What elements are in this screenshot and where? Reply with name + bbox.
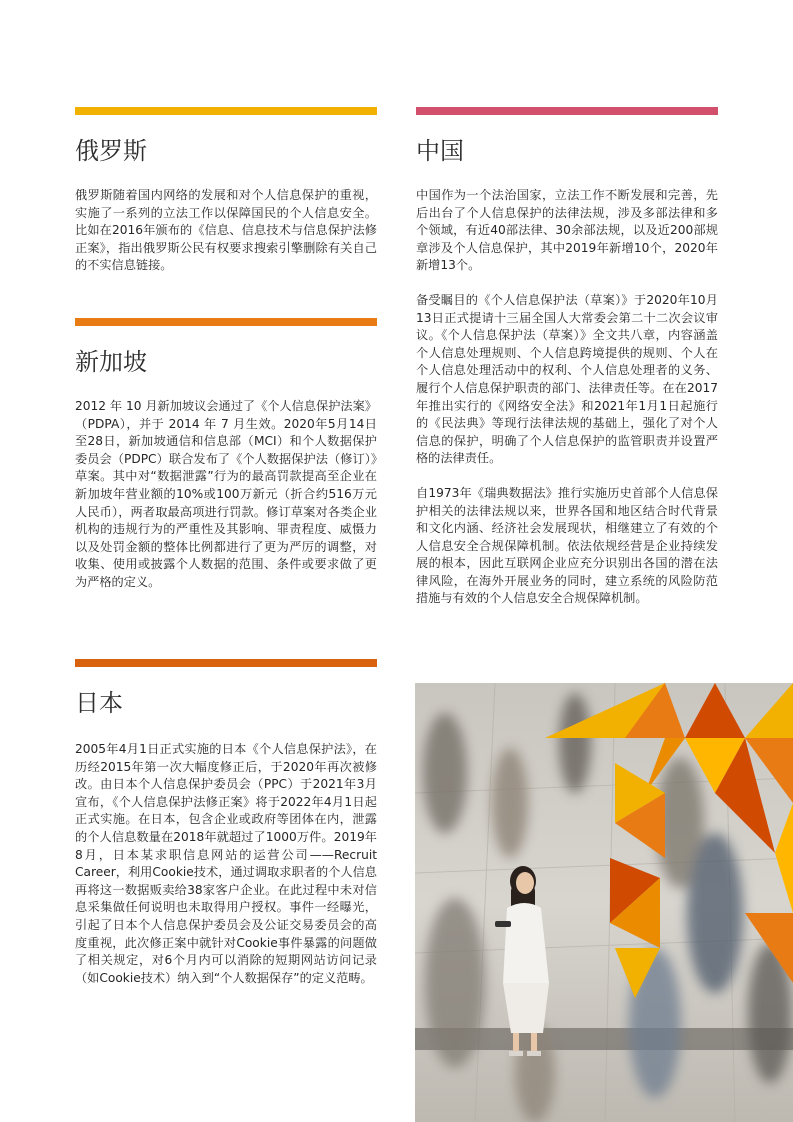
china-section <box>416 107 718 608</box>
russia-section <box>75 107 377 275</box>
china-paragraph-3: 自1973年《瑞典数据法》推行实施历史首部个人信息保护相关的法律法规以来，世界各国和地区结合时代背景和文化内涵、经济社会发展现状，相继建立了有效的个人信息安全合规保障机制。依法依规经营是企业持续发展的根本，因此互联网企业应充分识别出各国的潜在法律风险，在海外开展业务的同时，建立系统的风险防范措施与有效的个人信息安全合规保障机制。 <box>416 485 718 606</box>
singapore-body: 2012 年 10 月新加坡议会通过了《个人信息保护法案》（PDPA），并于 2014 年 7 月生效。2020年5月14日至28日，新加坡通信和信息部（MCI）和个人数据保护委员会（PDPC）联合发布了《个人数据保护法（修订）》草案。其中对“数据泄露”行为的最高罚款提高至企业在新加坡年营业额的10%或100万新元（折合约516万元人民币），两者取最高项进行罚款。修订草案对各类企业机构的违规行为的严重性及其影响、罪责程度、威慑力以及处罚金额的整体比例都进行了更为严厉的调整，对收集、使用或披露个人数据的范围、条件或要求做了更为严格的定义。 <box>75 399 377 589</box>
japan-section <box>75 659 377 987</box>
japan-body: 2005年4月1日正式实施的日本《个人信息保护法》，在历经2015年第一次大幅度修正后，于2020年再次被修改。由日本个人信息保护委员会（PPC）于2021年3月宣布，《个人信息保护法修正案》将于2022年4月1日起正式实施。在日本，包含企业或政府等团体在内，泄露的个人信息数量在2018年就超过了1000万件。2019年8月，日本某求职信息网站的运营公司——Recruit Career，利用Cookie技术，通过调取求职者的个人信息再将这一数据贩卖给38家客户企业。在此过程中未对信息采集做任何说明也未取得用户授权。事件一经曝光，引起了日本个人信息保护委员会及公证交易委员会的高度重视，此次修正案中就针对Cookie事件暴露的问题做了相关规定，对6个月内可以消除的短期网站访问记录（如Cookie技术）纳入到“个人数据保存”的定义范畴。 <box>75 742 377 985</box>
china-paragraph-2: 备受瞩目的《个人信息保护法（草案）》于2020年10月13日正式提请十三届全国人大常委会第二十二次会议审议。《个人信息保护法（草案）》全文共八章，内容涵盖个人信息处理规则、个人信息跨境提供的规则、个人在个人信息处理活动中的权利、个人信息处理者的义务、履行个人信息保护职责的部门、法律责任等。在在2017年推出实行的《网络安全法》和2021年1月1日起施行的《民法典》等现行法律法规的基础上，强化了对个人信息的保护，明确了个人信息保护的监管职责并设置严格的法律责任。 <box>416 292 718 466</box>
china-heading: 中国 <box>416 137 464 165</box>
section-accent-bar <box>416 107 718 115</box>
section-accent-bar <box>75 318 377 326</box>
china-paragraph-1: 中国作为一个法治国家，立法工作不断发展和完善，先后出台了个人信息保护的法律法规，涉及多部法律和多个领域，有近40部法律、30余部法规，以及近200部规章涉及个人信息保护，其中2019年新增10个，2020年新增13个。 <box>416 188 718 273</box>
singapore-section <box>75 318 377 592</box>
japan-heading: 日本 <box>75 689 123 717</box>
russia-heading: 俄罗斯 <box>75 137 147 165</box>
section-accent-bar <box>75 107 377 115</box>
singapore-heading: 新加坡 <box>75 348 147 376</box>
street-crowd-photo <box>415 683 793 1122</box>
russia-body: 俄罗斯随着国内网络的发展和对个人信息保护的重视，实施了一系列的立法工作以保障国民的个人信息安全。比如在2016年颁布的《信息、信息技术与信息保护法修正案》，指出俄罗斯公民有权要求搜索引擎删除有关自己的不实信息链接。 <box>75 188 377 273</box>
section-accent-bar <box>75 659 377 667</box>
